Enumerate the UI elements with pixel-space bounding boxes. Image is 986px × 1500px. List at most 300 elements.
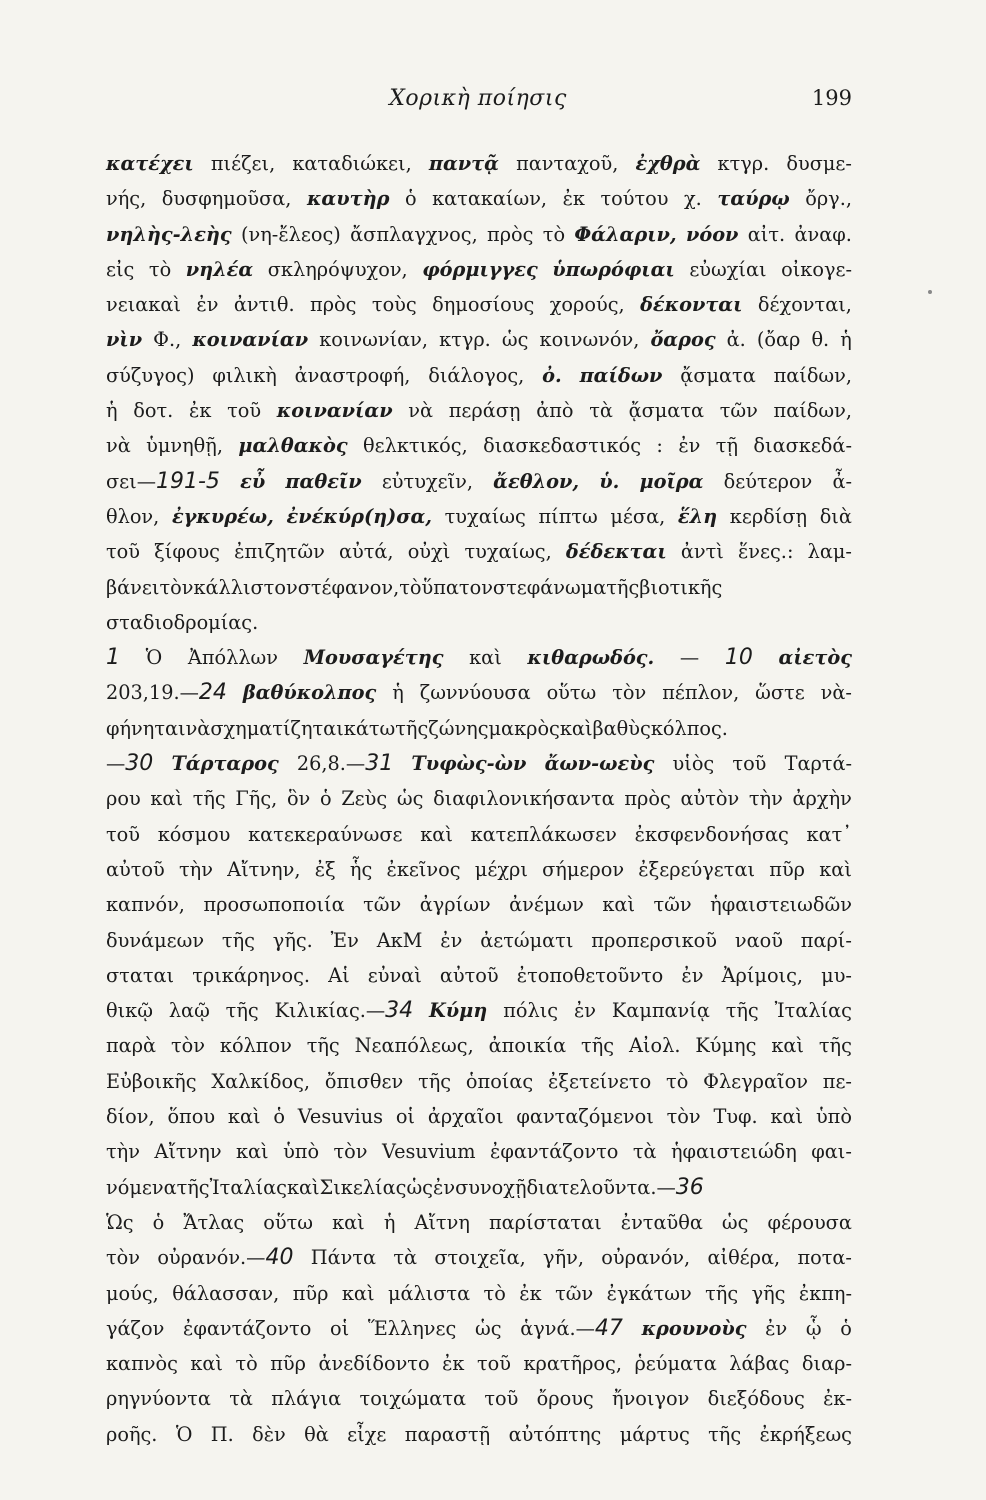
word (382, 1134, 476, 1169)
gloss: τὸν (333, 1140, 368, 1164)
lemma: κατέχει (106, 152, 194, 175)
gloss: κτγρ. (439, 328, 491, 352)
text-line (106, 1311, 852, 1346)
gloss: καὶ (341, 1281, 375, 1305)
gloss: διασκεδά- (753, 434, 852, 458)
lemma: κιθαρωδός. (527, 646, 655, 670)
gloss: ἡ (392, 681, 404, 705)
word (153, 322, 181, 357)
gloss: Ἀρίμοις, (721, 963, 804, 987)
word (388, 1276, 470, 1311)
word (629, 1028, 680, 1063)
word (509, 1417, 602, 1452)
word (310, 287, 356, 322)
word (350, 217, 478, 252)
gloss: καὶ (469, 646, 502, 670)
gloss: τούτου (600, 187, 669, 211)
word (738, 534, 793, 569)
gloss: οὐχὶ (407, 540, 451, 564)
text-line (106, 181, 852, 216)
lemma: μοῖρα (639, 469, 704, 493)
gloss: διασκεδαστικός (483, 434, 641, 458)
text-line (106, 1240, 852, 1275)
word (422, 252, 538, 287)
gloss: τὴν (748, 787, 783, 811)
gloss: παραστῇ (404, 1422, 491, 1446)
word (106, 675, 227, 710)
word (347, 1417, 386, 1452)
word (277, 393, 393, 428)
text-line (106, 640, 852, 675)
gloss: Αἱ (328, 963, 350, 987)
word (545, 746, 655, 781)
gloss: Τυφ. (713, 1105, 758, 1129)
word (183, 1311, 311, 1346)
gloss: ὁ (404, 187, 417, 211)
word (591, 923, 717, 958)
word (547, 675, 597, 710)
word (722, 958, 803, 993)
word (106, 958, 174, 993)
gloss: ἄσπλαγχνος, (350, 222, 478, 246)
word (552, 252, 674, 287)
word (753, 428, 852, 463)
word (169, 993, 210, 1028)
word (332, 1205, 365, 1240)
word (489, 1205, 602, 1240)
word (428, 358, 524, 393)
text-line (106, 675, 852, 710)
word (396, 1099, 415, 1134)
word (781, 252, 852, 287)
gloss: θικῷ (106, 999, 153, 1023)
word (785, 746, 852, 781)
gloss: τὸ (148, 257, 172, 281)
gloss: κτγρ. (717, 152, 770, 175)
word (638, 852, 755, 887)
gloss: πίπτω (538, 504, 598, 528)
gloss: ἐκπη- (798, 1281, 852, 1305)
lemma: φόρμιγγες (422, 257, 538, 281)
gloss: ροῆς. (106, 1422, 158, 1446)
gloss: ἀπὸ (536, 399, 574, 423)
word (162, 181, 292, 216)
text-line (106, 1381, 852, 1416)
gloss: μακρὸς (488, 716, 560, 740)
gloss: αὐτοῦ (439, 963, 499, 987)
word (612, 1381, 689, 1416)
word (489, 1028, 567, 1063)
word (418, 1064, 451, 1099)
word (654, 887, 692, 922)
word (176, 1417, 193, 1452)
commentary-text (106, 146, 852, 1452)
gloss: Ἰταλίας (774, 999, 852, 1023)
gloss: παρίσταται (488, 1210, 602, 1234)
gloss: τῆς (306, 1034, 340, 1058)
gloss: ὄρους (536, 1387, 594, 1411)
word (543, 217, 565, 252)
word (307, 1028, 340, 1063)
word (368, 958, 422, 993)
lemma: εὖ (240, 469, 266, 493)
word (172, 1276, 279, 1311)
gloss: Πάντα (310, 1246, 377, 1270)
word (840, 322, 852, 357)
gloss: Ὁ (145, 646, 163, 670)
word (523, 1346, 622, 1381)
lemma: μαλθακὸς (238, 434, 348, 458)
word (757, 322, 801, 357)
gloss: ἐν (196, 293, 219, 317)
gloss: τὸν (106, 1246, 140, 1270)
gloss: : (656, 434, 663, 458)
word (154, 1134, 221, 1169)
word (634, 1346, 716, 1381)
gloss: ἀετώματι (480, 928, 574, 952)
gloss: γῆς (751, 1281, 786, 1305)
word (493, 570, 606, 605)
word (493, 464, 579, 499)
gloss: — (679, 646, 700, 670)
word (268, 252, 408, 287)
word (516, 146, 618, 181)
line-reference: 24 (198, 680, 227, 706)
word (726, 993, 759, 1028)
lemma: δέκονται (640, 293, 743, 317)
word (758, 287, 852, 322)
gloss: Χαλκίδος, (211, 1069, 311, 1093)
word (602, 887, 635, 922)
gloss: ἀντιθ. (233, 293, 295, 317)
gloss: ἐξετείνετο (548, 1069, 652, 1093)
word (355, 1028, 474, 1063)
gloss: ἐκ (442, 1352, 465, 1376)
word (509, 887, 584, 922)
gloss: ἀποικία (488, 1034, 567, 1058)
word (484, 1276, 506, 1311)
word (703, 1064, 808, 1099)
gloss: τοῦ (106, 822, 140, 846)
gloss: κοινωνίαν, (319, 328, 429, 352)
gloss: πρὸς (487, 222, 534, 246)
gloss: τῆς (225, 999, 259, 1023)
text-line (106, 358, 852, 393)
word (408, 534, 451, 569)
gloss: σκληρόψυχον, (267, 257, 408, 281)
word (543, 1240, 584, 1275)
gloss: τῆς (192, 787, 226, 811)
gloss: αἰθέρα, (707, 1246, 781, 1270)
word (483, 428, 641, 463)
gloss: νής, (106, 187, 147, 211)
word (799, 1276, 852, 1311)
gloss: πλάγια (271, 1387, 342, 1411)
lemma: Τυφὼς-ὼν (411, 752, 527, 776)
gloss: (ὄαρ (756, 328, 801, 352)
word (749, 781, 783, 816)
lemma: παντᾷ (428, 152, 499, 175)
word (542, 852, 624, 887)
word (227, 393, 261, 428)
word (821, 675, 852, 710)
word (106, 817, 140, 852)
gloss: κατεκεραύνωσε (248, 822, 403, 846)
word (520, 1311, 623, 1346)
gloss: τῆς (221, 928, 255, 952)
gloss: μάρτυς (619, 1422, 690, 1446)
word (193, 570, 297, 605)
gloss: τῆς (705, 1281, 739, 1305)
word (635, 146, 700, 181)
gloss: Νεαπόλεως, (354, 1034, 474, 1058)
gloss: πῦρ (292, 1281, 329, 1305)
word (681, 534, 724, 569)
word (607, 1276, 692, 1311)
word (816, 1099, 852, 1134)
gloss: πρὸς (310, 293, 357, 317)
gloss: κόσμου (157, 822, 231, 846)
text-line (106, 711, 852, 746)
word (445, 499, 526, 534)
gloss: τὴν (106, 1140, 140, 1164)
word (708, 1417, 741, 1452)
word (106, 605, 258, 640)
gloss: Φ., (153, 328, 182, 352)
word (620, 1417, 690, 1452)
word (106, 852, 165, 887)
gloss: ἐν (432, 1175, 456, 1199)
word (106, 923, 204, 958)
word (286, 499, 432, 534)
gloss: στοιχεῖα, (434, 1246, 526, 1270)
gloss: ἀναστροφή, (294, 363, 411, 387)
gloss: οὐρανόν.— (157, 1246, 266, 1270)
gloss: ὡς (396, 787, 424, 811)
lemma: ὄαρος (650, 328, 716, 352)
gloss: διεξόδους (707, 1387, 805, 1411)
gloss: τὰ (229, 1387, 253, 1411)
line-reference: 191-5 (156, 468, 220, 494)
word (770, 1099, 803, 1134)
gloss: ὑπὸ (283, 1140, 320, 1164)
gloss: παίδων, (773, 363, 852, 387)
word (821, 958, 852, 993)
word (439, 322, 491, 357)
word (211, 1417, 234, 1452)
gloss: οἰκογε- (781, 257, 852, 281)
gloss: Ταρτά- (784, 752, 852, 776)
word (227, 852, 300, 887)
word (801, 923, 852, 958)
gloss: ἐπιζητῶν (234, 540, 325, 564)
word (106, 1134, 140, 1169)
lemma: κοινανίαν (192, 328, 309, 352)
word (724, 464, 813, 499)
word (440, 923, 462, 958)
gloss: χ. (684, 187, 702, 211)
gloss: διατελοῦντα.— (526, 1175, 676, 1199)
gloss: Κύμης (695, 1034, 757, 1058)
gloss: οἱ (395, 1105, 415, 1129)
gloss: ὄργ., (805, 187, 852, 211)
lemma: νὶν (106, 328, 143, 352)
gloss: λαμ- (807, 540, 852, 564)
gloss: Vesuvium (381, 1140, 476, 1164)
gloss: πῦρ (769, 857, 806, 881)
word (797, 1240, 851, 1275)
gloss: τοῦ (732, 752, 767, 776)
gloss: Ὁ (175, 1422, 193, 1446)
gloss: Ἄτλας (183, 1210, 245, 1234)
gloss: τῶν (653, 893, 692, 917)
word (621, 1205, 703, 1240)
word (429, 993, 487, 1028)
gloss: Ἰταλίας (209, 1175, 287, 1199)
gloss: βιοτικῆς (639, 575, 723, 599)
word (304, 640, 444, 675)
word (832, 464, 852, 499)
gloss: αὐτά, (338, 540, 394, 564)
word (710, 887, 852, 922)
word (406, 1170, 433, 1205)
gloss: καὶ (190, 1352, 223, 1376)
word (248, 817, 402, 852)
word (840, 1311, 852, 1346)
gloss: μάλιστα (387, 1281, 471, 1305)
word (555, 1276, 593, 1311)
gloss: τὸν (666, 1105, 701, 1129)
gloss: καὶ (235, 1140, 269, 1164)
page-header (108, 86, 852, 126)
gloss: Αἰολ. (629, 1034, 681, 1058)
gloss: νὰ (185, 716, 211, 740)
gloss: ἤνοιγον (612, 1387, 690, 1411)
lemma: ταύρῳ (717, 187, 790, 211)
word (159, 570, 193, 605)
word (293, 1276, 329, 1311)
gloss: τὸ (666, 1069, 689, 1093)
gloss: ἡ (106, 399, 118, 423)
word (805, 181, 852, 216)
gloss: εὐτυχεῖν, (381, 469, 473, 493)
word (320, 1170, 407, 1205)
gloss: δυνάμεων (106, 928, 205, 952)
word (502, 322, 529, 357)
word (807, 817, 852, 852)
gloss: περάσῃ (448, 399, 521, 423)
line-reference: 34 (385, 998, 414, 1024)
text-line (106, 499, 852, 534)
gloss: ἐκρήξεως (759, 1422, 852, 1446)
gloss: σύζυγος) (106, 363, 195, 387)
word (382, 464, 473, 499)
word (671, 1134, 797, 1169)
word (106, 1064, 197, 1099)
gloss: Π. (210, 1422, 234, 1446)
word (527, 1170, 704, 1205)
gloss: δημοσίους (432, 293, 535, 317)
word (560, 711, 593, 746)
gloss: ὡς (501, 328, 529, 352)
gloss: ἡφαιστειώδη (670, 1140, 797, 1164)
gloss: εὐναὶ (367, 963, 422, 987)
gloss: δοτ. (133, 399, 174, 423)
gloss: καὶ (559, 716, 593, 740)
line-reference: 40 (265, 1245, 294, 1271)
word (527, 640, 654, 675)
word (377, 923, 423, 958)
gloss: τυχαίως, (464, 540, 552, 564)
word (760, 1417, 852, 1452)
word (624, 781, 670, 816)
word (210, 711, 343, 746)
word (342, 1276, 375, 1311)
word (392, 675, 404, 710)
gloss: οἱ (330, 1316, 350, 1340)
word (610, 499, 665, 534)
word (411, 746, 526, 781)
word (189, 393, 211, 428)
gloss: Ἀπόλλων (187, 646, 278, 670)
word (548, 1064, 651, 1099)
gloss: ξίφους (154, 540, 220, 564)
word (106, 993, 153, 1028)
word (823, 1064, 852, 1099)
word (725, 640, 753, 675)
word (106, 464, 220, 499)
lemma: Κύμη (429, 999, 488, 1023)
gloss: ἡφαιστειωδῶν (710, 893, 852, 917)
gloss: Γῆς, (235, 787, 278, 811)
gloss: μέχρι (474, 857, 528, 881)
gloss: τῆς (418, 1069, 452, 1093)
gloss: νὰ (408, 399, 434, 423)
gloss: ἐκ- (823, 1387, 852, 1411)
word (563, 181, 585, 216)
lemma: παθεῖν (285, 469, 362, 493)
line-reference: 31 (365, 751, 394, 777)
gloss: ὕπατον (421, 575, 493, 599)
word (434, 1240, 525, 1275)
word (656, 428, 663, 463)
lemma: κρουνοὺς (641, 1316, 747, 1340)
gloss: μυ- (821, 963, 852, 987)
gloss: θ. (811, 328, 830, 352)
word (341, 781, 387, 816)
gloss: πανταχοῦ, (516, 152, 619, 175)
text-line (106, 605, 852, 640)
gloss: φέρουσα (767, 1210, 852, 1234)
gloss: κατ᾽ (806, 822, 852, 846)
gloss: Φλεγραῖον (703, 1069, 808, 1093)
word (629, 393, 704, 428)
word (222, 923, 255, 958)
gloss: παρὰ (106, 1034, 157, 1058)
word (328, 958, 349, 993)
word (228, 1099, 261, 1134)
word (678, 499, 717, 534)
text-line (106, 1170, 852, 1205)
word (106, 1346, 178, 1381)
gloss: ῥεύματα (634, 1352, 717, 1376)
text-line (106, 287, 852, 322)
lemma: ἐνέκύρ(η)σα, (286, 504, 432, 528)
word (292, 146, 411, 181)
gloss: κόλπος. (650, 716, 728, 740)
word (273, 923, 313, 958)
word (318, 1346, 429, 1381)
